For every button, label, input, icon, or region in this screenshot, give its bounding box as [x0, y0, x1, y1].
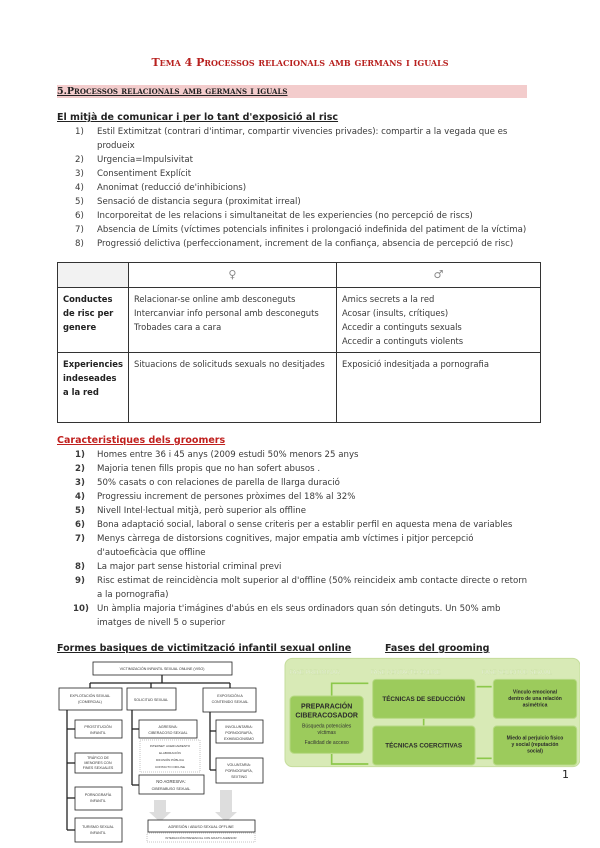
svg-text:TRÁFICO DE: TRÁFICO DE [87, 756, 109, 760]
svg-text:EXPLOTACIÓN SEXUAL: EXPLOTACIÓN SEXUAL [69, 694, 111, 698]
svg-text:Facilidad de acceso: Facilidad de acceso [304, 740, 349, 746]
svg-text:Vínculo emocional: Vínculo emocional [512, 689, 558, 696]
list-item: 6) Bona adaptació social, laboral o sense criteris per a establir perfil en aquesta mena de variables [75, 520, 513, 530]
female-symbol: ♀ [128, 263, 336, 288]
groomers-heading: Caracteristiques dels groomers [57, 435, 226, 446]
list-item: 6) Incorporeitat de les relacions i simultaneitat de les experiencies (no percepció de riscs) [75, 211, 473, 221]
svg-text:asimétrica: asimétrica [522, 702, 548, 709]
svg-text:CIBERACOSO SEXUAL: CIBERACOSO SEXUAL [148, 731, 188, 735]
list-item: 3) 50% casats o con relaciones de parella de llarga duració [75, 478, 340, 488]
svg-text:VOLUNTARIA:: VOLUNTARIA: [227, 763, 251, 767]
svg-text:PORNOGRAFÍA,: PORNOGRAFÍA, [225, 731, 253, 735]
phase-preliminary: FASE PRELIMINAR [289, 670, 340, 676]
svg-text:TURISMO SEXUAL: TURISMO SEXUAL [82, 825, 114, 829]
svg-text:EXPOSICIÓN A: EXPOSICIÓN A [217, 694, 243, 698]
gender-risk-table [57, 262, 541, 423]
svg-text:PREPARACIÓN: PREPARACIÓN [301, 703, 353, 711]
svg-text:CIBERABUSO SEXUAL: CIBERABUSO SEXUAL [151, 787, 191, 791]
svg-text:FINES SEXUALES: FINES SEXUALES [82, 766, 114, 770]
svg-text:INFANTIL: INFANTIL [90, 799, 106, 803]
list-item: 1) Estil Extimitzat (contrari d'intimar, compartir vivencies privades): compartir a la vegada que es produeix [75, 127, 508, 151]
male-symbol: ♂ [336, 263, 540, 288]
svg-text:PORNOGRAFÍA,: PORNOGRAFÍA, [225, 769, 253, 773]
svg-text:SEXTING: SEXTING [231, 775, 247, 779]
svg-text:PROSTITUCIÓN: PROSTITUCIÓN [84, 725, 112, 729]
svg-text:NO AGRESIVA:: NO AGRESIVA: [156, 779, 186, 784]
list-item: 8) Progressió delictiva (perfeccionament, increment de la confiança, absencia de percepció de risc) [75, 239, 514, 249]
svg-text:CONTENIDO SEXUAL: CONTENIDO SEXUAL [211, 700, 249, 704]
list-item: 4) Anonimat (reducció de'inhibicions) [75, 183, 247, 193]
list-item: 7) Menys càrrega de distorsions cognitives, major empatia amb víctimes i pitjor percepció d'autoeficàcia que offline [75, 534, 474, 558]
victimization-diagram [50, 640, 280, 848]
list-item: 2) Majoria tenen fills propis que no han sofert abusos . [75, 464, 321, 474]
svg-text:AGRESIÓN / ABUSO SEXUAL OFFLIN: AGRESIÓN / ABUSO SEXUAL OFFLINE [168, 825, 234, 829]
svg-text:Miedo al perjuicio físico: Miedo al perjuicio físico [506, 735, 564, 742]
svg-text:y social (reputación: y social (reputación [511, 742, 559, 748]
list-item: 10) Un àmplia majoria t'imágines d'abús en els seus ordinadors quan són detinguts. Un 50% amb imatges de nivell 5 o superior [73, 604, 501, 628]
list-item: 9) Risc estimat de reincidència molt superior al d'offline (50% reincideix amb contacte directe o retorn a la pornografia) [75, 576, 528, 600]
svg-text:CONTACTO OFFLINE: CONTACTO OFFLINE [154, 765, 186, 769]
risk-list [57, 125, 527, 251]
svg-text:Búsqueda potenciales: Búsqueda potenciales [302, 723, 352, 730]
svg-text:AGRESIVA:: AGRESIVA: [158, 725, 178, 729]
svg-text:INTERACCIÓN PRESENCIAL CON ADU: INTERACCIÓN PRESENCIAL CON ADULTO AGRESOR [165, 836, 237, 840]
section-header: 5.Processos relacionals amb germans i iguals [57, 85, 527, 98]
table-header-row [58, 263, 541, 288]
svg-text:EXHIBICIONISMO: EXHIBICIONISMO [224, 737, 254, 741]
svg-text:INTERNET: ACERCAMIENTO: INTERNET: ACERCAMIENTO [149, 744, 191, 748]
phase-request: FASE SOLICITUD SEXUAL [482, 670, 553, 676]
svg-text:MENORES CON: MENORES CON [84, 761, 112, 765]
list-item: 5) Nivell Intel·lectual mitjà, però superior als offline [75, 506, 307, 516]
page-number: 1 [562, 768, 569, 781]
victimization-heading: Formes basiques de victimització infantil sexual online [57, 643, 352, 654]
seduction-techniques: TÉCNICAS DE SEDUCCIÓN [382, 696, 465, 703]
svg-text:DIFUSIÓN PÚBLICA: DIFUSIÓN PÚBLICA [155, 758, 185, 762]
grooming-phases-diagram [280, 640, 580, 770]
list-item: 4) Progressiu increment de persones pròximes del 18% al 32% [75, 492, 356, 502]
list-item: 8) La major part sense historial criminal previ [75, 562, 282, 572]
list-item: 5) Sensació de distancia segura (proximitat irreal) [75, 197, 301, 207]
svg-text:SOLICITUD SEXUAL: SOLICITUD SEXUAL [133, 698, 169, 702]
coercive-techniques: TÉCNICAS COERCITIVAS [385, 742, 463, 750]
svg-text:ELABORACIÓN: ELABORACIÓN [159, 751, 181, 755]
list-item: 1) Homes entre 36 i 45 anys (2009 estudi 50% menors 25 anys [75, 450, 359, 460]
list-item: 3) Consentiment Explícit [75, 169, 192, 179]
svg-text:CIBERACOSADOR: CIBERACOSADOR [295, 712, 358, 720]
root-node: VICTIMIZACIÓN INFANTIL SEXUAL ONLINE (VISO) [119, 667, 205, 671]
svg-text:INFANTIL: INFANTIL [90, 731, 106, 735]
grooming-heading: Fases del grooming [385, 643, 490, 654]
phase-contact: FASE CONTACTO ONLINE [370, 670, 441, 676]
svg-text:(COMERCIAL): (COMERCIAL) [78, 700, 102, 704]
svg-text:dentro de una relación: dentro de una relación [508, 696, 562, 702]
table-row: Experiencies indeseades a la red Situacions de solicituds sexuals no desitjades Exposició indesitjada a pornografia [58, 353, 541, 423]
risk-heading: El mitjà de comunicar i per lo tant d'exposició al risc [57, 112, 339, 123]
svg-text:PORNOGRAFÍA: PORNOGRAFÍA [84, 793, 112, 797]
list-item: 2) Urgencia=Impulsivitat [75, 155, 193, 165]
svg-text:social): social) [527, 748, 543, 755]
svg-text:INFANTIL: INFANTIL [90, 831, 106, 835]
svg-text:víctimas: víctimas [317, 730, 336, 736]
document-title: Tema 4 Processos relacionals amb germans i iguals [151, 56, 449, 69]
groomers-list [57, 448, 532, 630]
list-item: 7) Absencia de Límits (víctimes potencials infinites i prolongació indefinida del patiment de la víctima) [75, 225, 527, 235]
table-row: Conductes de risc per genere Relacionar-se online amb desconeguts Intercanviar info personal amb desconeguts Trobades cara a cara Amics secrets a la red Acosar (insults, crítiques) Accedir a continguts sexuals Accedir a continguts violents [58, 288, 541, 353]
svg-text:INVOLUNTARIA:: INVOLUNTARIA: [225, 725, 253, 729]
